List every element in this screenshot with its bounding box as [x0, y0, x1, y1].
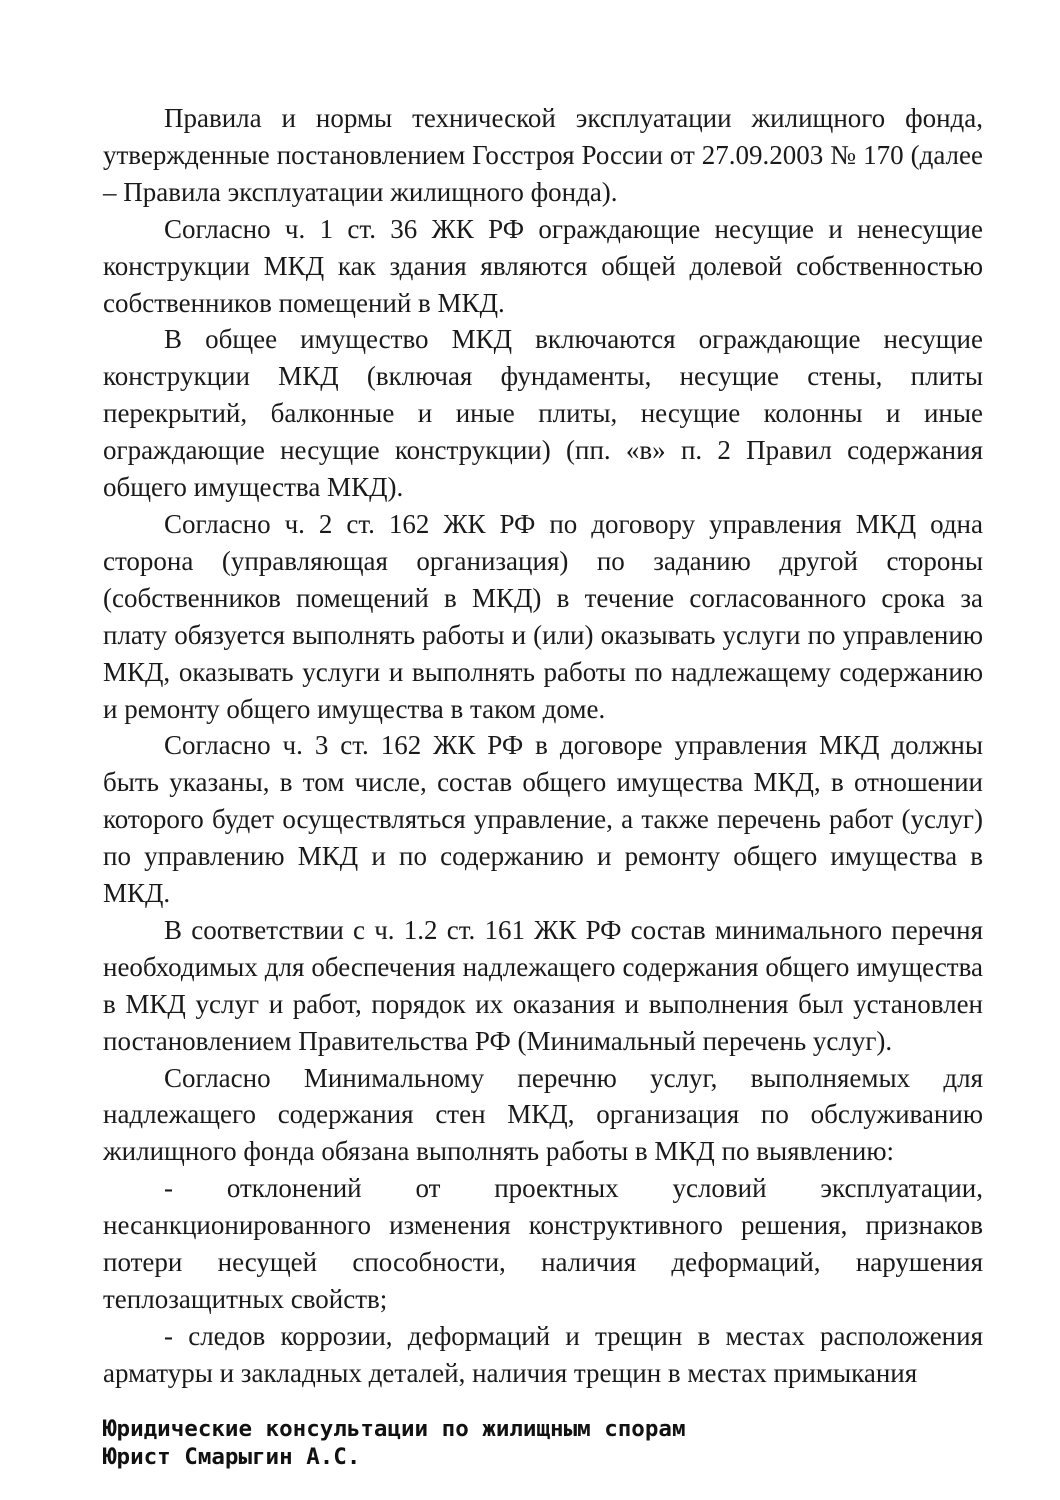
list-item: - следов коррозии, деформаций и трещин в местах расположения арматуры и закладных деталей, наличия трещин в местах примыкания — [103, 1320, 983, 1388]
footer-title: Юридические консультации по жилищным спорам — [103, 1416, 686, 1442]
paragraph: Согласно ч. 2 ст. 162 ЖК РФ по договору управления МКД одна сторона (управляющая организация) по заданию другой стороны (собственников помещений в МКД) в течение согласованного срока за плату обязуется выполнять работы и (или) оказывать услуги по управлению МКД, оказывать услуги и выполнять работы по надлежащему содержанию и ремонту общего имущества в таком доме. — [103, 508, 983, 724]
paragraph: В соответствии с ч. 1.2 ст. 161 ЖК РФ состав минимального перечня необходимых для обеспечения надлежащего содержания общего имущества в МКД услуг и работ, порядок их оказания и выполнения был установлен постановлением Правительства РФ (Минимальный перечень услуг). — [103, 914, 983, 1056]
list-item: - отклонений от проектных условий эксплуатации, несанкционированного изменения конструктивного решения, признаков потери несущей способности, наличия деформаций, нарушения теплозащитных свойств; — [103, 1173, 983, 1314]
paragraph: Согласно ч. 3 ст. 162 ЖК РФ в договоре управления МКД должны быть указаны, в том числе, состав общего имущества МКД, в отношении которого будет осуществляться управление, а также перечень работ (услуг) по управлению МКД и по содержанию и ремонту общего имущества в МКД. — [103, 730, 983, 909]
paragraph: В общее имущество МКД включаются ограждающие несущие конструкции МКД (включая фундаменты, несущие стены, плиты перекрытий, балконные и иные плиты, несущие колонны и иные ограждающие несущие конструкции) (пп. «в» п. 2 Правил содержания общего имущества МКД). — [103, 324, 983, 503]
paragraph: Правила и нормы технической эксплуатации жилищного фонда, утвержденные постановлением Госстроя России от 27.09.2003 № 170 (далее – Правила эксплуатации жилищного фонда). — [103, 103, 983, 207]
paragraph: Согласно ч. 1 ст. 36 ЖК РФ ограждающие несущие и ненесущие конструкции МКД как здания являются общей долевой собственностью собственников помещений в МКД. — [103, 213, 983, 318]
footer-author: Юрист Смарыгин А.С. — [103, 1444, 361, 1470]
document-body — [103, 100, 983, 1392]
paragraph: Согласно Минимальному перечню услуг, выполняемых для надлежащего содержания стен МКД, организация по обслуживанию жилищного фонда обязана выполнять работы в МКД по выявлению: — [103, 1062, 983, 1167]
footer — [103, 1415, 1003, 1471]
